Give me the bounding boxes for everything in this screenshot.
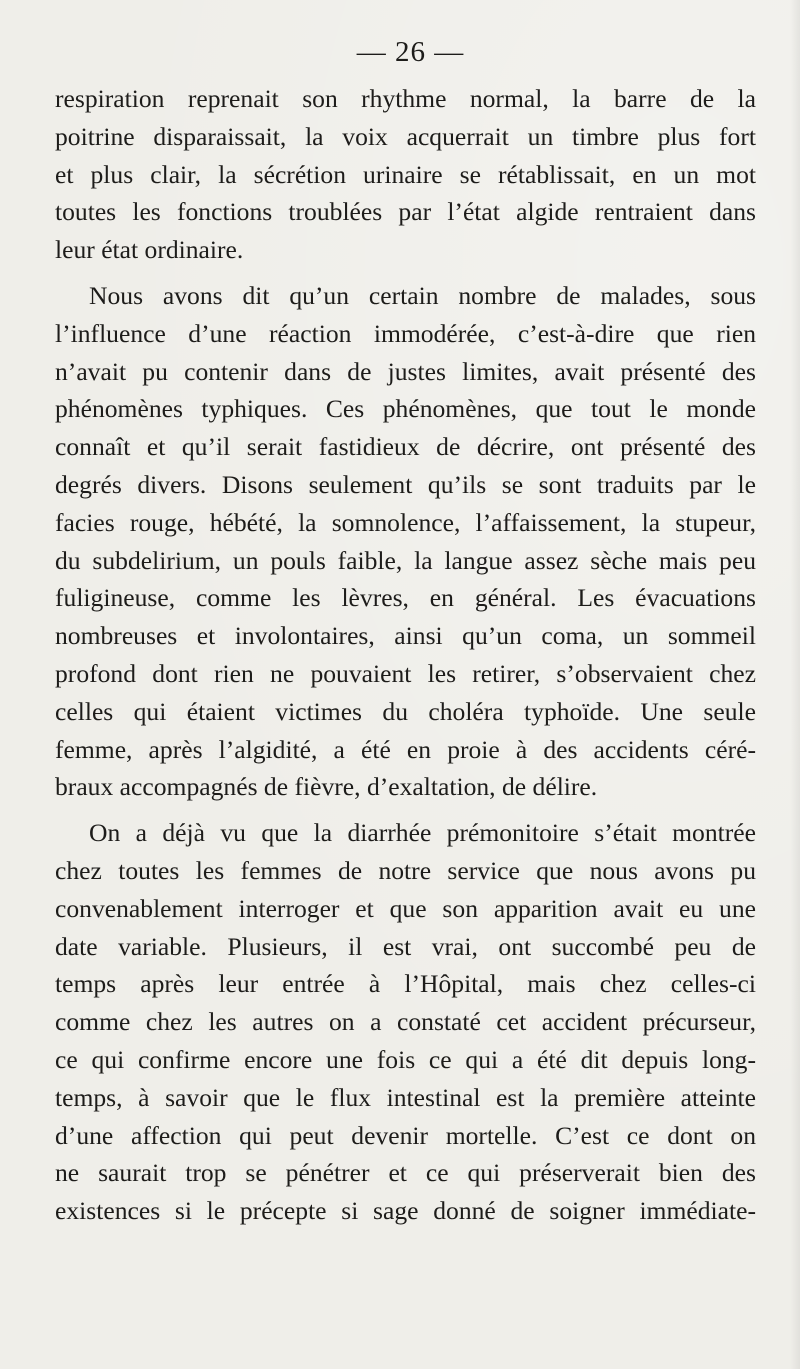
text-line: braux accompagnés de fièvre, d’exaltation, de délire. [55, 772, 598, 802]
text-line: fuligineuse, comme les lèvres, en général. Les évacuations [55, 583, 756, 613]
paragraph-3 [55, 814, 756, 1230]
text-line: l’influence d’une réaction immodérée, c’est-à-dire que rien [55, 318, 756, 348]
text-line: d’une affection qui peut devenir mortelle. C’est ce dont on [55, 1120, 756, 1150]
text-line: On a déjà vu que la diarrhée prémonitoire s’était montrée [89, 818, 756, 848]
text-line: et plus clair, la sécrétion urinaire se rétablissait, en un mot [55, 159, 756, 189]
text-line: ce qui confirme encore une fois ce qui a été dit depuis long- [55, 1044, 756, 1074]
text-line: temps, à savoir que le flux intestinal est la première atteinte [55, 1082, 756, 1112]
text-line: connaît et qu’il serait fastidieux de décrire, ont présenté des [55, 432, 756, 462]
text-line: phénomènes typhiques. Ces phénomènes, que tout le monde [55, 394, 756, 424]
text-line: Nous avons dit qu’un certain nombre de malades, sous [89, 280, 756, 310]
text-line: degrés divers. Disons seulement qu’ils se sont traduits par le [55, 469, 756, 499]
page-number: — 26 — [356, 36, 465, 68]
text-line: profond dont rien ne pouvaient les retirer, s’observaient chez [55, 658, 756, 688]
text-line: leur état ordinaire. [55, 235, 244, 265]
text-line: temps après leur entrée à l’Hôpital, mais chez celles-ci [55, 969, 756, 999]
text-line: respiration reprenait son rhythme normal, la barre de la [55, 84, 756, 113]
text-line: toutes les fonctions troublées par l’état algide rentraient dans [55, 197, 756, 227]
text-line: femme, après l’algidité, a été en proie à des accidents céré- [55, 734, 756, 764]
text-line: n’avait pu contenir dans de justes limites, avait présenté des [55, 356, 756, 386]
text-line: date variable. Plusieurs, il est vrai, ont succombé peu de [55, 931, 756, 961]
paragraph-1 [55, 80, 756, 269]
text-line: existences si le précepte si sage donné de soigner immédiate- [55, 1196, 756, 1226]
text-line: poitrine disparaissait, la voix acquerrait un timbre plus fort [55, 121, 756, 151]
text-line: facies rouge, hébété, la somnolence, l’affaissement, la stupeur, [55, 507, 756, 537]
paragraph-2 [55, 277, 756, 806]
text-line: comme chez les autres on a constaté cet accident précurseur, [55, 1007, 756, 1037]
text-line: chez toutes les femmes de notre service que nous avons pu [55, 855, 756, 885]
text-line: celles qui étaient victimes du choléra typhoïde. Une seule [55, 696, 756, 726]
text-line: du subdelirium, un pouls faible, la langue assez sèche mais peu [55, 545, 756, 575]
text-line: convenablement interroger et que son apparition avait eu une [55, 893, 756, 923]
page-edge-shadow [790, 0, 800, 1369]
text-line: nombreuses et involontaires, ainsi qu’un coma, un sommeil [55, 621, 756, 651]
text-line: ne saurait trop se pénétrer et ce qui préserverait bien des [55, 1158, 756, 1188]
